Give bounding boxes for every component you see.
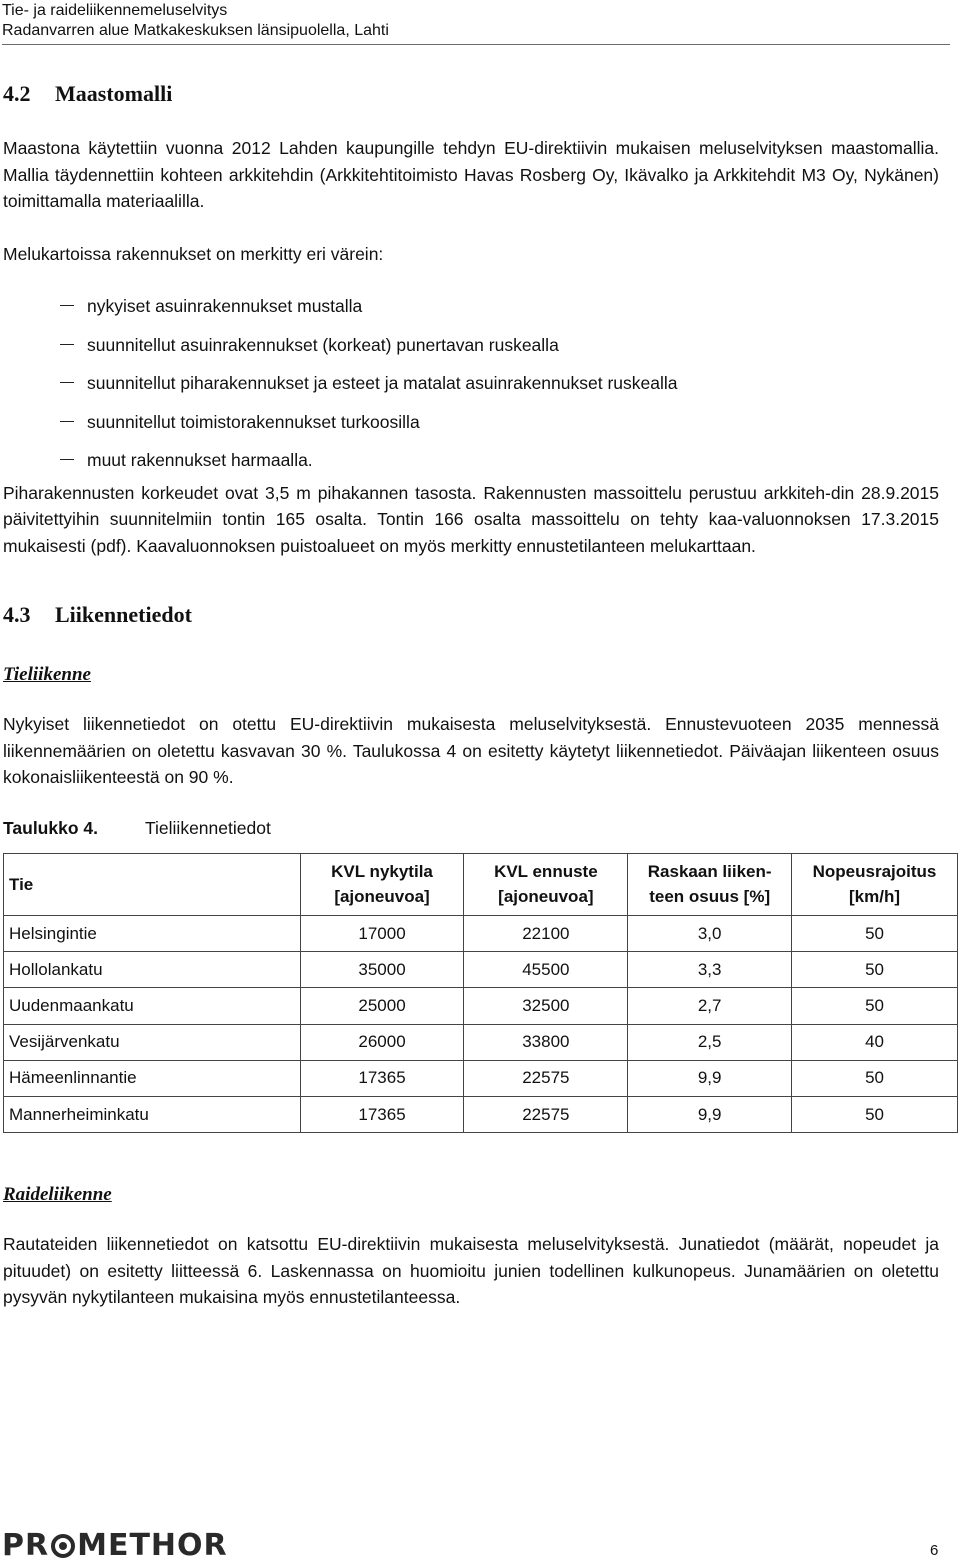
table-cell: Mannerheiminkatu [4,1096,301,1132]
promethor-logo: PR METHOR [2,1528,228,1563]
table-cell: Vesijärvenkatu [4,1024,301,1060]
table-cell: 9,9 [628,1096,792,1132]
table-cell: 2,7 [628,988,792,1024]
page-footer [0,1518,960,1568]
table-caption-label: Taulukko 4. [3,817,98,838]
table-cell: Hollolankatu [4,952,301,988]
target-ring-icon [51,1534,75,1558]
list-item: nykyiset asuinrakennukset mustalla [3,293,939,332]
table-cell: 9,9 [628,1060,792,1096]
table-cell: 17365 [300,1096,464,1132]
table-row [4,952,958,988]
table-cell: 40 [792,1024,958,1060]
section-number: 4.3 [3,602,31,628]
table-cell: 22575 [464,1060,628,1096]
subheading-road-traffic: Tieliikenne [3,664,91,686]
table-cell: 2,5 [628,1024,792,1060]
table-header-row [4,853,958,915]
section-number: 4.2 [3,81,31,106]
column-header-speed-limit: Nopeusrajoitus [km/h] [792,853,958,915]
dash-bullet [60,305,74,306]
table-row [4,1060,958,1096]
dash-bullet [60,459,74,460]
paragraph-building-heights: Piharakennusten korkeudet ovat 3,5 m pihakannen tasosta. Rakennusten massoittelu perustuu arkkiteh-din 28.9.2015 päivitettyihin suunnitelmiin tontin 165 osalta. Tontin 166 osalta massoittelu on tehty kaa-valuonnoksen 17.3.2015 mukaisesti (pdf). Kaavaluonnoksen puistoalueet on myös merkitty ennustetilanteen melukarttaan. [3,482,939,556]
dash-bullet [60,421,74,422]
column-header-road: Tie [4,853,301,915]
table-cell: 33800 [464,1024,628,1060]
table-cell: 32500 [464,988,628,1024]
table-cell: 17365 [300,1060,464,1096]
table-cell: 50 [792,915,958,951]
table-cell: 35000 [300,952,464,988]
table-row [4,915,958,951]
table-caption [3,815,939,841]
table-cell: Uudenmaankatu [4,988,301,1024]
section-title: Maastomalli [55,81,173,106]
subheading-rail-traffic: Raideliikenne [3,1184,112,1206]
table-cell: Helsingintie [4,915,301,951]
header-document-title: Tie- ja raideliikennemeluselvitys [2,2,228,19]
section-heading-maastomalli [3,78,939,110]
table-row [4,988,958,1024]
paragraph-building-colors-intro: Melukartoissa rakennukset on merkitty eri värein: [3,243,384,264]
road-traffic-table [3,853,958,1133]
table-cell: Hämeenlinnantie [4,1060,301,1096]
header-document-subtitle: Radanvarren alue Matkakeskuksen länsipuolella, Lahti [2,22,389,39]
section-title: Liikennetiedot [55,602,192,628]
column-header-heavy-share: Raskaan liiken-teen osuus [%] [628,853,792,915]
paragraph-rail-traffic: Rautateiden liikennetiedot on katsottu EU-direktiivin mukaisesta meluselvityksestä. Junatiedot (määrät, nopeudet ja pituudet) on esitetty liitteessä 6. Laskennassa on huomioitu junien todellinen kulkunopeus. Junamäärien on oletettu pysyvän nykytilanteen mukaisina myös ennustetilanteessa. [3,1234,939,1308]
table-cell: 3,3 [628,952,792,988]
table-cell: 22100 [464,915,628,951]
paragraph-terrain-model: Maastona käytettiin vuonna 2012 Lahden kaupungille tehdyn EU-direktiivin mukaisen meluselvityksen maastomallia. Mallia täydennettiin kohteen arkkitehdin (Arkkitehtitoimisto Havas Rosberg Oy, Ikävalko ja Arkkitehdit M3 Oy, Nykänen) toimittamalla materiaalilla. [3,138,939,211]
table-cell: 22575 [464,1096,628,1132]
list-item: suunnitellut toimistorakennukset turkoosilla [3,409,939,448]
dash-bullet [60,344,74,345]
table-row [4,1024,958,1060]
building-color-list [3,293,939,486]
column-header-aadt-forecast: KVL ennuste [ajoneuvoa] [464,853,628,915]
table-cell: 50 [792,1060,958,1096]
table-caption-text: Tieliikennetiedot [145,817,271,838]
table-row [4,1096,958,1132]
table-cell: 17000 [300,915,464,951]
list-item: suunnitellut asuinrakennukset (korkeat) punertavan ruskealla [3,332,939,371]
page-number: 6 [930,1542,939,1559]
section-heading-liikennetiedot [3,599,939,631]
column-header-aadt-current: KVL nykytila [ajoneuvoa] [300,853,464,915]
list-item: suunnitellut piharakennukset ja esteet ja matalat asuinrakennukset ruskealla [3,370,939,409]
table-cell: 3,0 [628,915,792,951]
table-cell: 50 [792,1096,958,1132]
table-cell: 26000 [300,1024,464,1060]
table-cell: 50 [792,988,958,1024]
paragraph-road-traffic: Nykyiset liikennetiedot on otettu EU-direktiivin mukaisesta meluselvityksestä. Ennustevuoteen 2035 mennessä liikennemäärien on oletettu kasvavan 30 %. Taulukossa 4 on esitetty käytetyt liikennetiedot. Päiväajan liikenteen osuus kokonaisliikenteestä on 90 %. [3,714,939,788]
document-body [3,78,939,1311]
list-item: muut rakennukset harmaalla. [3,447,939,486]
table-cell: 25000 [300,988,464,1024]
dash-bullet [60,382,74,383]
table-cell: 50 [792,952,958,988]
table-cell: 45500 [464,952,628,988]
page-header [2,0,950,45]
